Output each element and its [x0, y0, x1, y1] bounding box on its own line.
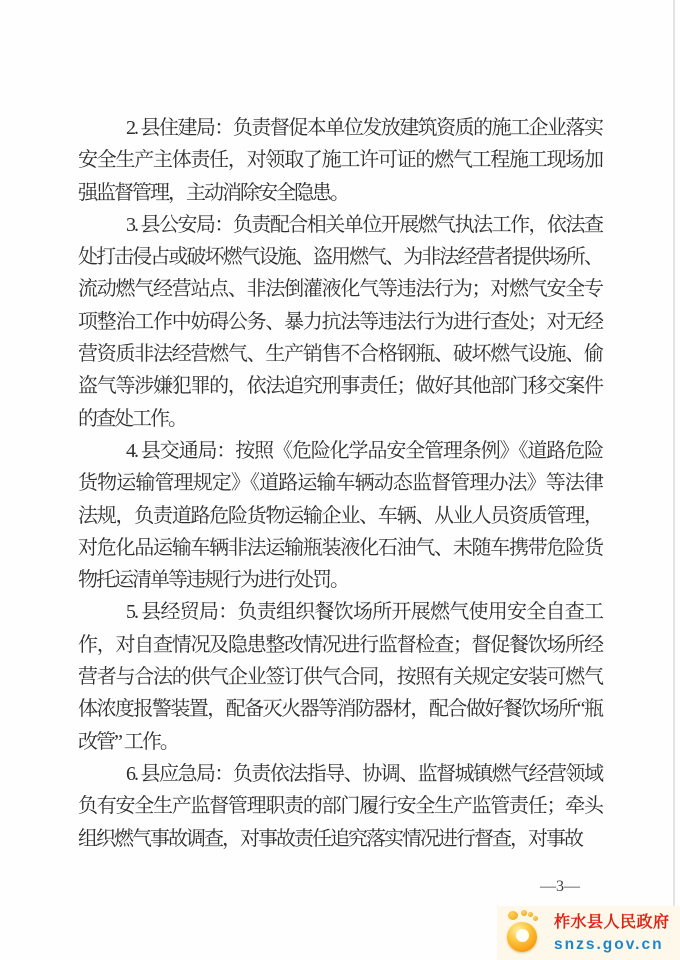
paragraph	[78, 112, 602, 209]
text-line: 物托运清单等违规行为进行处罚。	[78, 569, 348, 592]
scan-edge-artifact	[673, 0, 675, 960]
text-line: 货物运输管理规定》《道路运输车辆动态监督管理办法》等法律	[78, 472, 602, 495]
paragraph	[78, 435, 602, 596]
footprint-icon	[506, 910, 548, 954]
paragraph	[78, 209, 602, 435]
text-line: 对危化品运输车辆非法运输瓶装液化石油气、未随车携带危险货	[78, 536, 602, 559]
text-line: 项整治工作中妨碍公务、暴力抗法等违法行为进行查处；对无经	[78, 310, 602, 333]
paragraph	[78, 758, 602, 855]
text-line: 营者与合法的供气企业签订供气合同，按照有关规定安装可燃气	[78, 666, 602, 689]
text-line: 5. 县经贸局：负责组织餐饮场所开展燃气使用安全自查工	[126, 601, 602, 624]
text-line: 作，对自查情况及隐患整改情况进行监督检查；督促餐饮场所经	[78, 633, 602, 656]
gov-site-url: snzs.gov.cn	[554, 936, 664, 953]
text-line: 的查处工作。	[78, 407, 186, 430]
text-line: 法规，负责道路危险货物运输企业、车辆、从业人员资质管理，	[78, 504, 602, 527]
text-line: 6. 县应急局：负责依法指导、协调、监督城镇燃气经营领域	[126, 762, 602, 785]
text-line: 盗气等涉嫌犯罪的，依法追究刑事责任；做好其他部门移交案件	[78, 375, 602, 398]
watermark-texts	[554, 912, 676, 955]
gov-site-name: 柞水县人民政府	[554, 914, 670, 931]
text-line: 流动燃气经营站点、非法倒灌液化气等违法行为；对燃气安全专	[78, 278, 602, 301]
text-line: 处打击侵占或破坏燃气设施、盗用燃气、为非法经营者提供场所、	[78, 246, 602, 269]
text-line: 强监督管理，主动消除安全隐患。	[78, 181, 348, 204]
text-line: 负有安全生产监督管理职责的部门履行安全生产监管责任；牵头	[78, 795, 602, 818]
text-line: 体浓度报警装置，配备灭火器等消防器材，配合做好餐饮场所“瓶	[78, 698, 602, 721]
gov-watermark	[497, 906, 680, 960]
text-line: 2. 县住建局：负责督促本单位发放建筑资质的施工企业落实	[126, 117, 602, 139]
text-line: 3. 县公安局：负责配合相关单位开展燃气执法工作，依法查	[126, 213, 602, 236]
text-line: 营资质非法经营燃气、生产销售不合格钢瓶、破坏燃气设施、偷	[78, 343, 602, 366]
text-line: 安全生产主体责任，对领取了施工许可证的燃气工程施工现场加	[78, 149, 602, 172]
page-number: —3—	[540, 878, 580, 895]
paragraph	[78, 596, 602, 757]
text-line: 改管” 工作。	[78, 730, 178, 753]
text-line: 组织燃气事故调查，对事故责任追究落实情况进行督查，对事故	[78, 827, 582, 850]
text-line: 4. 县交通局：按照《危险化学品安全管理条例》《道路危险	[126, 439, 602, 462]
document-body	[78, 112, 602, 855]
